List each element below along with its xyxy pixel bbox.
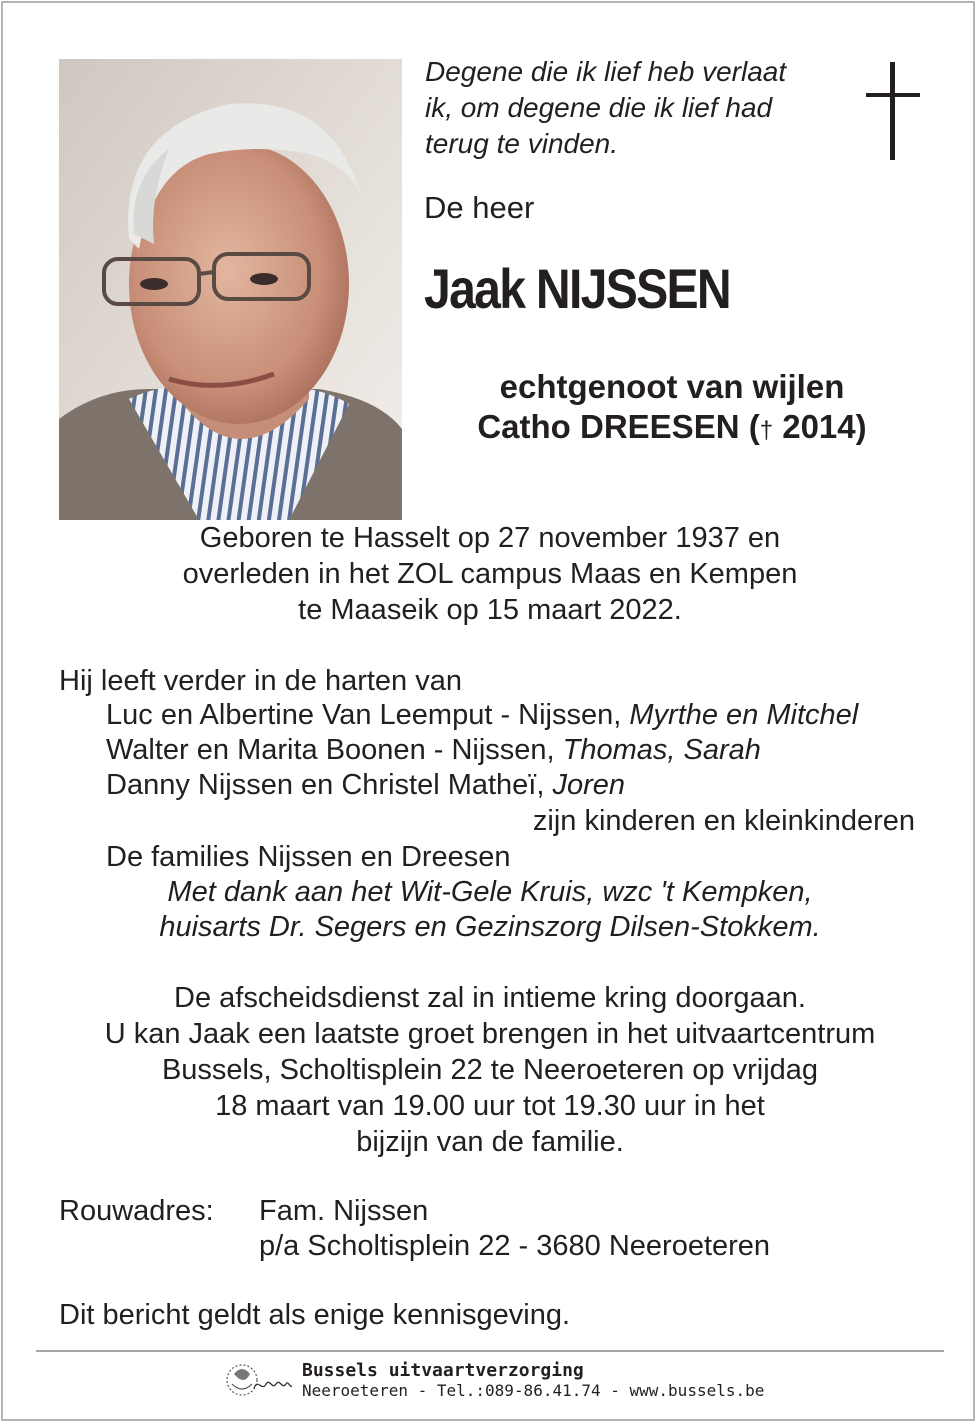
bussels-logo bbox=[224, 1358, 294, 1402]
cross-icon bbox=[862, 62, 924, 160]
family-member bbox=[106, 767, 625, 803]
service-line: 18 maart van 19.00 uur tot 19.30 uur in het bbox=[215, 1090, 765, 1122]
family-member bbox=[106, 732, 761, 768]
spouse-name-line bbox=[420, 407, 924, 451]
footer-divider bbox=[36, 1350, 944, 1352]
family-member-grandchildren: Myrthe en Mitchel bbox=[629, 699, 859, 731]
families-line: De families Nijssen en Dreesen bbox=[106, 841, 511, 873]
company-contact: Neeroeteren - Tel.:089-86.41.74 - www.bussels.be bbox=[302, 1381, 765, 1400]
spouse-name: Catho DREESEN ( bbox=[477, 408, 760, 445]
address-line: Fam. Nijssen bbox=[259, 1195, 429, 1227]
service-line: U kan Jaak een laatste groet brengen in het uitvaartcentrum bbox=[104, 1018, 876, 1050]
service-line: Bussels, Scholtisplein 22 te Neeroeteren op vrijdag bbox=[161, 1054, 819, 1086]
quote bbox=[425, 54, 845, 162]
family-member-names: Luc en Albertine Van Leemput - Nijssen, bbox=[106, 699, 630, 731]
family-relation: zijn kinderen en kleinkinderen bbox=[532, 805, 915, 837]
quote-line: ik, om degene die ik lief had bbox=[425, 92, 773, 123]
spouse-year: 2014) bbox=[773, 408, 867, 445]
birth-line: Geboren te Hasselt op 27 november 1937 en bbox=[199, 522, 781, 554]
family-member-names: Walter en Marita Boonen - Nijssen, bbox=[106, 734, 563, 766]
service-line: De afscheidsdienst zal in intieme kring doorgaan. bbox=[174, 982, 806, 1014]
family-member-grandchildren: Joren bbox=[552, 769, 626, 801]
dagger-icon: † bbox=[759, 417, 774, 444]
address-line: p/a Scholtisplein 22 - 3680 Neeroeteren bbox=[259, 1230, 771, 1262]
quote-line: Degene die ik lief heb verlaat bbox=[425, 56, 787, 87]
quote-line: terug te vinden. bbox=[425, 128, 619, 159]
company-name: Bussels uitvaartverzorging bbox=[302, 1360, 584, 1381]
service-line: bijzijn van de familie. bbox=[356, 1126, 624, 1158]
birth-line: overleden in het ZOL campus Maas en Kempen bbox=[182, 558, 798, 590]
spouse-block bbox=[420, 367, 924, 451]
thanks-line: huisarts Dr. Segers en Gezinszorg Dilsen-Stokkem. bbox=[159, 911, 821, 943]
portrait-photo bbox=[59, 59, 402, 520]
birth-line: te Maaseik op 15 maart 2022. bbox=[298, 594, 682, 626]
deceased-name: Jaak NIJSSEN bbox=[424, 257, 730, 320]
service-info bbox=[40, 980, 940, 1160]
title-prefix: De heer bbox=[424, 190, 535, 225]
family-member-grandchildren: Thomas, Sarah bbox=[562, 734, 761, 766]
thanks-line: Met dank aan het Wit-Gele Kruis, wzc 't Kempken, bbox=[167, 876, 813, 908]
birth-death-info bbox=[40, 520, 940, 628]
notice: Dit bericht geldt als enige kennisgeving. bbox=[59, 1299, 571, 1331]
family-member-names: Danny Nijssen en Christel Matheï, bbox=[106, 769, 553, 801]
family-member bbox=[106, 697, 858, 733]
address-label: Rouwadres: bbox=[59, 1195, 214, 1227]
family-intro: Hij leeft verder in de harten van bbox=[59, 665, 462, 697]
spouse-relation: echtgenoot van wijlen bbox=[499, 368, 845, 405]
